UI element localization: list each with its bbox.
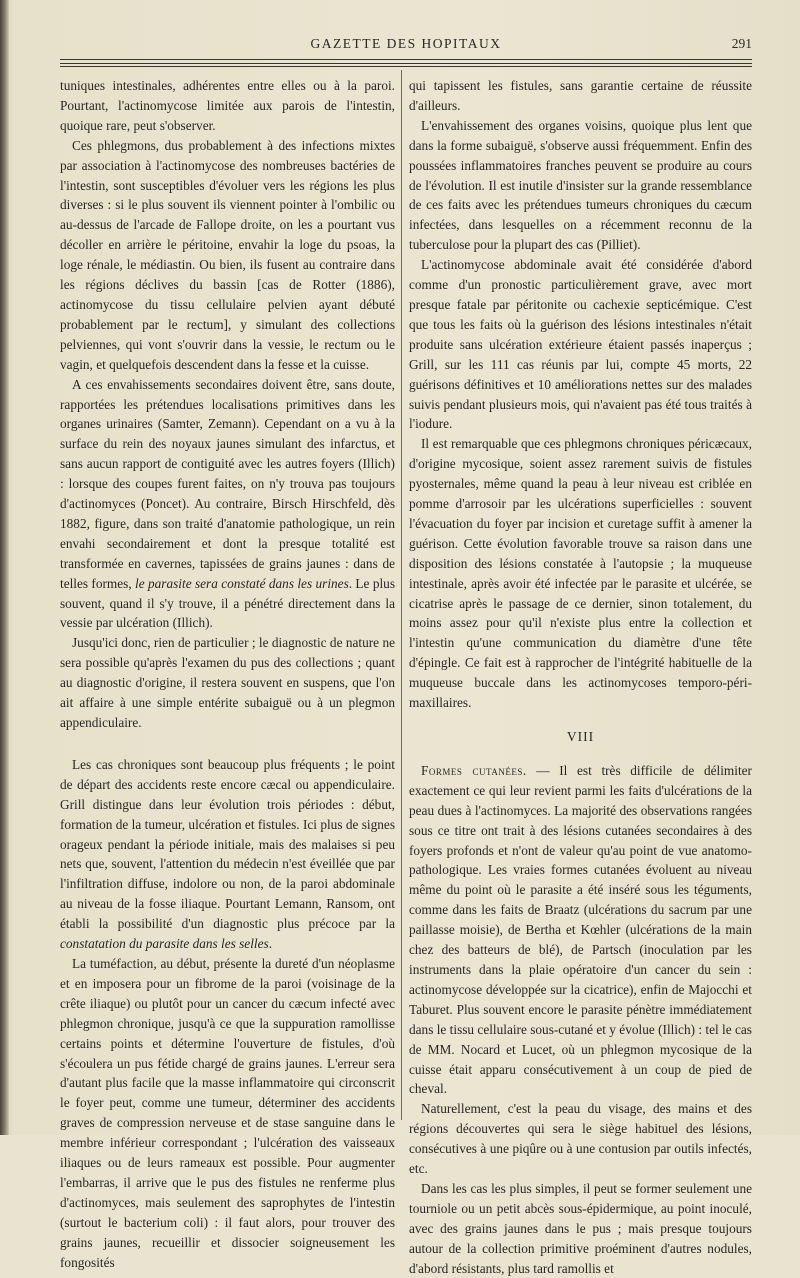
- paragraph: L'envahissement des organes voisins, quoique plus lent que dans la forme subaiguë, s'observe aussi fréquemment. Enfin des poussées inflammatoires franches peuvent se produire au cours de l'évolution. Il est inutile d'insister sur la grande ressemblance de ces faits avec les prétendues tumeurs chroniques du cæcum infectées, dans lesquelles on a récemment reconnu de la tuberculose pour la plupart des cas (Pilliet).: [409, 117, 752, 253]
- right-column: [409, 76, 752, 1278]
- paragraph: [60, 375, 395, 634]
- paragraph: Jusqu'ici donc, rien de particulier ; le diagnostic de nature ne sera possible qu'après l'examen du pus des collections ; quant au diagnostic d'origine, il restera souvent en suspens, que l'on ait affaire à une simple entérite subaiguë ou à un plegmon appendiculaire.: [60, 635, 395, 730]
- column-divider: [401, 70, 402, 1120]
- paragraph-text: — Il est très difficile de délimiter exactement ce qui leur revient parmi les faits d'ulcérations de la peau dues à l'actinomyces. La majorité des observations rangées sous ce titre ont trait à des lésions cutanées secondaires à des foyers profonds et n'ont de valeur qu'au point de vue anatomo-pathologique. Les vraies formes cutanées évoluent au niveau même du point où le parasite a été inséré sous les téguments, comme dans les faits de Braatz (ulcérations du sacrum par une paillasse moisie), de Bertha et Kœhler (ulcérations de la main chez des batteurs de blé), de Partsch (inoculation par les instruments dans la plaie opératoire d'un cancer du sein : actinomycose développée sur la cicatrice), enfin de Majocchi et Taburet. Plus souvent encore le parasite pénètre immédiatement dans le tissu cellulaire sous-cutané et y évolue (Illich) : tel le cas de MM. Nocard et Lucet, où un phlegmon mycosique de la cuisse était apparu consécutivement à un coup de pied de cheval.: [409, 762, 752, 1097]
- paragraph: [409, 761, 752, 1099]
- italic-phrase: le parasite sera constaté dans les urines: [135, 575, 349, 591]
- left-column: [60, 76, 395, 1272]
- paragraph-text: .: [268, 936, 273, 952]
- paragraph: Il est remarquable que ces phlegmons chroniques péricæcaux, d'origine mycosique, soient assez rarement suivis de fistules pyosternales, même quand la peau à leur niveau est criblée en pomme d'arrosoir par les ulcérations superficielles : souvent l'évacuation du foyer par incision et curetage suffit à amener la guérison. Cette évolution favorable trouve sa raison dans une disposition des lésions constatée à l'autopsie ; la muqueuse intestinale, après avoir été infectée par le parasite et ulcérée, se cicatrise après le passage de ce dernier, sinon totalement, du moins assez pour qu'il n'existe plus entre la collection et l'intestin qu'une communication du diamètre d'une tête d'épingle. Ce fait est à rapprocher de l'intégrité habituelle de la muqueuse buccale dans les actinomycoses temporo-péri-maxillaires.: [409, 436, 752, 711]
- header-rule-thin: [60, 63, 752, 64]
- paragraph: Naturellement, c'est la peau du visage, des mains et des régions découvertes qui sera le siège habituel des lésions, consécutives à une piqûre ou à une contusion par outils infectés, etc.: [409, 1101, 752, 1177]
- paragraph: Ces phlegmons, dus probablement à des infections mixtes par association à l'actinomycose des nombreuses bactéries de l'intestin, sont susceptibles d'évoluer vers les régions les plus diverses : si le plus souvent ils viennent pointer à l'ombilic ou au-dessus de l'arcade de Fallope droite, on les a pourtant vus décoller en arrière le péritoine, envahir la loge du psoas, la loge rénale, le médiastin. Ou bien, ils fusent au contraire dans les régions déclives du bassin [cas de Rotter (1886), actinomycose du tissu cellulaire pelvien ayant débuté probablement par le rectum], y simulant des collections pelviennes, qui vont s'ouvrir dans la vessie, le rectum ou le vagin, et quelquefois descendent dans la fesse et la cuisse.: [60, 137, 395, 372]
- header-rule-thick: [60, 59, 752, 60]
- paragraph: qui tapissent les fistules, sans garantie certaine de réussite d'ailleurs.: [409, 78, 752, 113]
- paragraph-text: . Le plus souvent, quand il s'y trouve, il a pénétré directement dans la vessie par ulcération (Illich).: [60, 575, 395, 631]
- italic-phrase: constatation du parasite dans les selles: [60, 936, 269, 952]
- paragraph-text: Les cas chroniques sont beaucoup plus fréquents ; le point de départ des accidents reste encore cæcal ou appendiculaire. Grill distingue dans leur évolution trois périodes : début, formation de la tumeur, ulcération et fistules. Ici plus de signes orageux pendant la période initiale, mais des malaises si peu nets que, souvent, l'attention du médecin n'est éveillée que par l'infiltration diffuse, indolore ou non, de la paroi abdominale au niveau de la fosse iliaque. Pourtant Lemann, Ransom, ont établi la possibilité d'un diagnostic plus précoce par la: [60, 756, 395, 932]
- paragraph: [60, 755, 395, 954]
- running-header: [60, 36, 752, 56]
- paragraph-text: A ces envahissements secondaires doivent être, sans doute, rapportées les prétendues localisations primitives dans les organes urinaires (Samter, Zemann). Cependant on a vu à la surface du rein des noyaux jaunes simulant des infarctus, et sans aucun rapport de contiguité avec les autres foyers (Illich) : lorsque des coupes furent faites, on n'y trouva pas toujours d'actinomyces (Poncet). Au contraire, Birsch Hirschfeld, dès 1882, figure, dans son traité d'anatomie pathologique, un rein envahi secondairement et dont la presque totalité est transformée en cavernes, tapissées de grains jaunes : dans de telles formes,: [60, 376, 395, 591]
- paragraph: La tuméfaction, au début, présente la dureté d'un néoplasme et en imposera pour un fibrome de la paroi (voisinage de la crête iliaque) ou plutôt pour un cancer du cæcum infecté avec phlegmon chronique, jusqu'à ce que la suppuration ramollisse certains points et détermine l'ouverture de fistules, d'où s'écoulera un pus fétide chargé de grains jaunes. L'erreur sera d'autant plus facile que la masse inflammatoire qui circonscrit le foyer peut, comme une tumeur, déterminer des accidents graves de compression nerveuse et de stase sanguine dans le membre inférieur correspondant ; l'ulcération des vaisseaux iliaques ou de leurs rameaux est possible. Pour augmenter l'embarras, il arrive que le pus des fistules ne renferme plus d'actinomyces, mais seulement des saprophytes de l'intestin (surtout le bacterium coli) : il faut alors, pour trouver des grains jaunes, recueillir et dissocier soigneusement les fongosités: [60, 955, 395, 1270]
- paragraph: tuniques intestinales, adhérentes entre elles ou à la paroi. Pourtant, l'actinomycose limitée aux parois de l'intestin, quoique rare, peut s'observer.: [60, 78, 395, 133]
- journal-title: GAZETTE DES HOPITAUX: [310, 36, 502, 51]
- page-binding-edge: [0, 0, 9, 1135]
- paragraph: L'actinomycose abdominale avait été considérée d'abord comme d'un pronostic particulièrement grave, avec mort presque fatale par péritonite ou cachexie septicémique. C'est que tous les faits où la guérison des lésions intestinales n'était produite sans ulcération extérieure étaient passés inaperçus ; Grill, sur les 111 cas réunis par lui, compte 45 morts, 22 guérisons définitives et 10 améliorations nettes sur des malades suivis pendant plusieurs mois, qui n'avaient pas été tous traités à l'iodure.: [409, 257, 752, 432]
- section-subtitle: Formes cutanées.: [421, 762, 527, 778]
- paragraph: Dans les cas les plus simples, il peut se former seulement une tourniole ou un petit abcès sous-épidermique, au point inoculé, avec des grains jaunes dans le pus ; mais presque toujours autour de la collection primitive proéminent d'autres nodules, d'abord résistants, plus tard ramollis et: [409, 1180, 752, 1276]
- section-heading: VIII: [566, 729, 595, 744]
- page-number: 291: [731, 36, 752, 51]
- header-rule-thin-2: [60, 66, 752, 67]
